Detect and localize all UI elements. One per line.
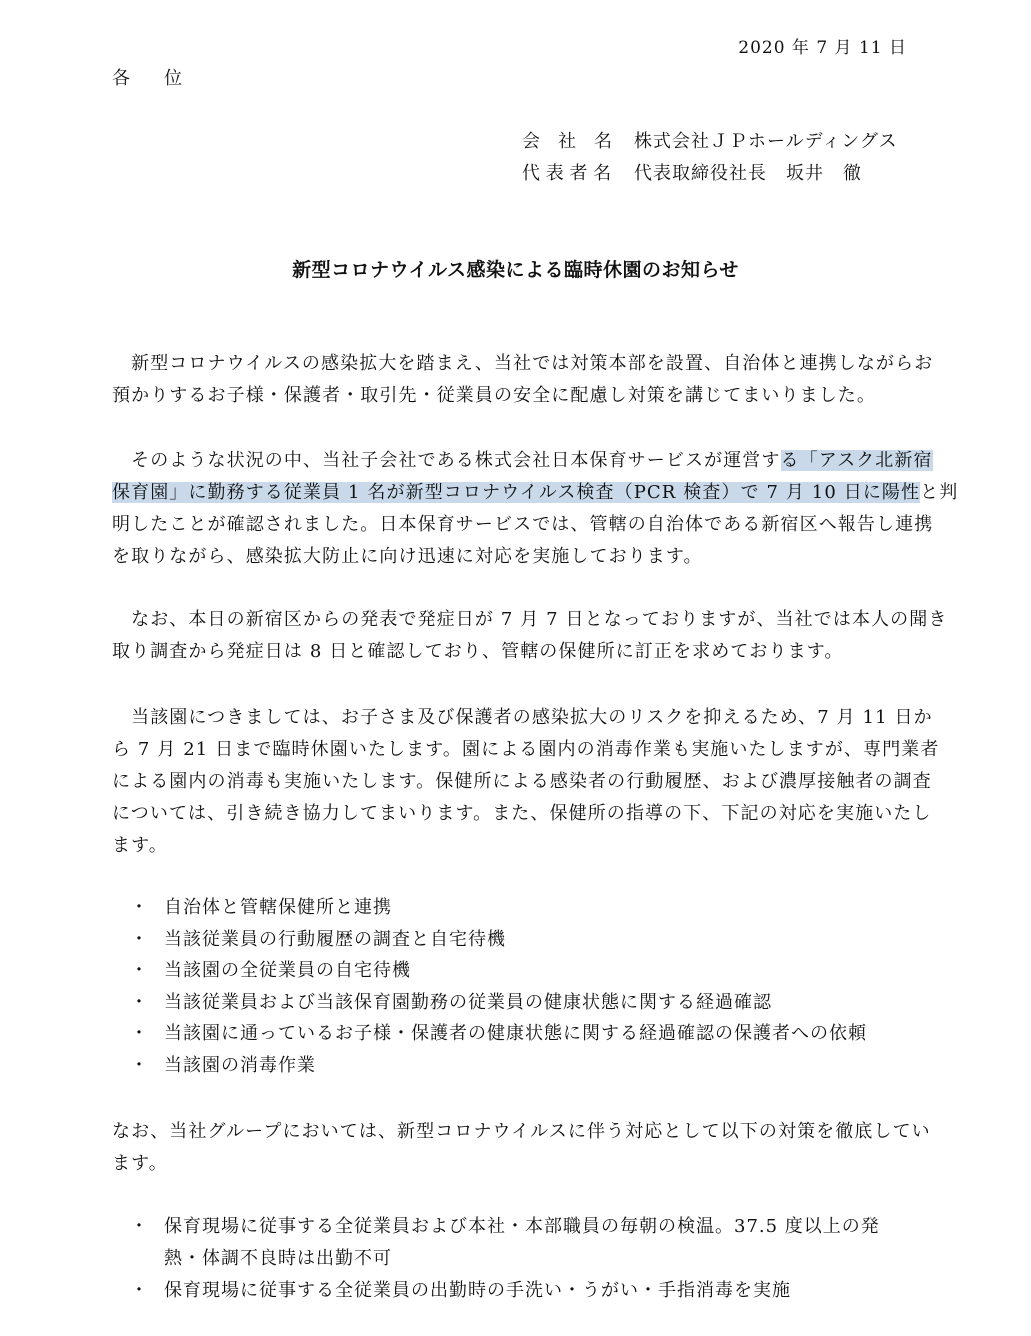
page-title: 新型コロナウイルス感染による臨時休園のお知らせ <box>292 259 739 281</box>
list-item <box>130 924 867 956</box>
representative-name: 代表取締役社長 坂井 徹 <box>634 163 862 184</box>
paragraph-text: そのような状況の中、当社子会社である株式会社日本保育サービスが運営す <box>112 450 781 471</box>
representative-label: 代 表 者 名 <box>522 163 612 184</box>
paragraph-line: なお、当社グループにおいては、新型コロナウイルスに伴う対応として以下の対策を徹底してい <box>112 1121 931 1142</box>
paragraph-line: ら 7 月 21 日まで臨時休園いたします。園による園内の消毒作業も実施いたしますが、専門業者 <box>112 739 940 760</box>
document-date: 2020 年 7 月 11 日 <box>738 38 907 58</box>
paragraph-line: 預かりするお子様・保護者・取引先・従業員の安全に配慮し対策を講じてまいりました。 <box>112 385 876 406</box>
list-item <box>130 987 867 1019</box>
list-item <box>130 1275 912 1307</box>
paragraph-line: を取りながら、感染拡大防止に向け迅速に対応を実施しております。 <box>112 546 703 567</box>
list-item-text: 保育現場に従事する全従業員の出勤時の手洗い・うがい・手指消毒を実施 <box>164 1280 791 1301</box>
bullet-icon: ・ <box>130 928 149 950</box>
response-measures-list <box>130 892 867 1082</box>
list-item-text: 当該従業員および当該保育園勤務の従業員の健康状態に関する経過確認 <box>164 991 772 1013</box>
paragraph-line: 当該園につきましては、お子さま及び保護者の感染拡大のリスクを抑えるため、7 月 11 日か <box>112 707 933 728</box>
list-item-text: 当該園の消毒作業 <box>164 1054 316 1076</box>
bullet-icon: ・ <box>130 897 149 918</box>
paragraph-line <box>112 445 933 477</box>
list-item <box>130 1211 912 1275</box>
list-item <box>130 1050 867 1082</box>
bullet-icon: ・ <box>130 960 149 982</box>
list-item <box>130 892 867 924</box>
bullet-icon: ・ <box>130 1054 149 1076</box>
highlighted-text[interactable]: る「アスク北新宿 <box>780 450 933 471</box>
list-item-text: 保育現場に従事する全従業員および本社・本部職員の毎朝の検温。37.5 度以上の発熱・体調不良時は出勤不可 <box>164 1216 880 1269</box>
paragraph-line: ます。 <box>112 835 168 856</box>
paragraph-line: による園内の消毒も実施いたします。保健所による感染者の行動履歴、および濃厚接触者の調査 <box>112 771 932 792</box>
list-item-text: 自治体と管轄保健所と連携 <box>164 897 392 918</box>
paragraph-line: については、引き続き協力してまいります。また、保健所の指導の下、下記の対応を実施いたし <box>112 803 932 824</box>
list-item <box>130 1018 867 1050</box>
list-item-text: 当該園の全従業員の自宅待機 <box>164 960 411 982</box>
company-name: 株式会社ＪＰホールディングス <box>634 131 898 152</box>
bullet-icon: ・ <box>130 991 149 1013</box>
paragraph-line: 明したことが確認されました。日本保育サービスでは、管轄の自治体である新宿区へ報告し連携 <box>112 514 934 535</box>
bullet-icon: ・ <box>130 1216 149 1237</box>
list-item-text: 当該園に通っているお子様・保護者の健康状態に関する経過確認の保護者への依頼 <box>164 1023 867 1045</box>
highlighted-text[interactable]: 保育園」に勤務する従業員 1 名が新型コロナウイルス検査（PCR 検査）で 7 月 10 日に陽性 <box>112 482 921 503</box>
addressee: 各位 <box>112 68 216 89</box>
paragraph-text: と判 <box>920 482 959 503</box>
paragraph-group-measures <box>112 1116 931 1180</box>
list-item-text: 当該従業員の行動履歴の調査と自宅待機 <box>164 928 506 950</box>
paragraph-line: 取り調査から発症日は 8 日と確認しており、管轄の保健所に訂正を求めております。 <box>112 641 844 662</box>
sender-company-row <box>522 127 898 153</box>
paragraph-intro <box>112 348 934 412</box>
company-label: 会 社 名 <box>522 131 612 152</box>
paragraph-line <box>112 477 959 509</box>
paragraph-onset-date <box>112 604 948 668</box>
paragraph-line: ます。 <box>112 1153 168 1174</box>
bullet-icon: ・ <box>130 1280 149 1301</box>
paragraph-incident <box>112 445 959 573</box>
group-measures-list <box>130 1211 912 1307</box>
list-item <box>130 955 867 987</box>
paragraph-line: 新型コロナウイルスの感染拡大を踏まえ、当社では対策本部を設置、自治体と連携しながらお <box>112 353 934 374</box>
paragraph-closure <box>112 702 940 862</box>
paragraph-line: なお、本日の新宿区からの発表で発症日が 7 月 7 日となっておりますが、当社では本人の聞き <box>112 609 948 630</box>
sender-representative-row <box>522 159 862 185</box>
bullet-icon: ・ <box>130 1023 149 1045</box>
